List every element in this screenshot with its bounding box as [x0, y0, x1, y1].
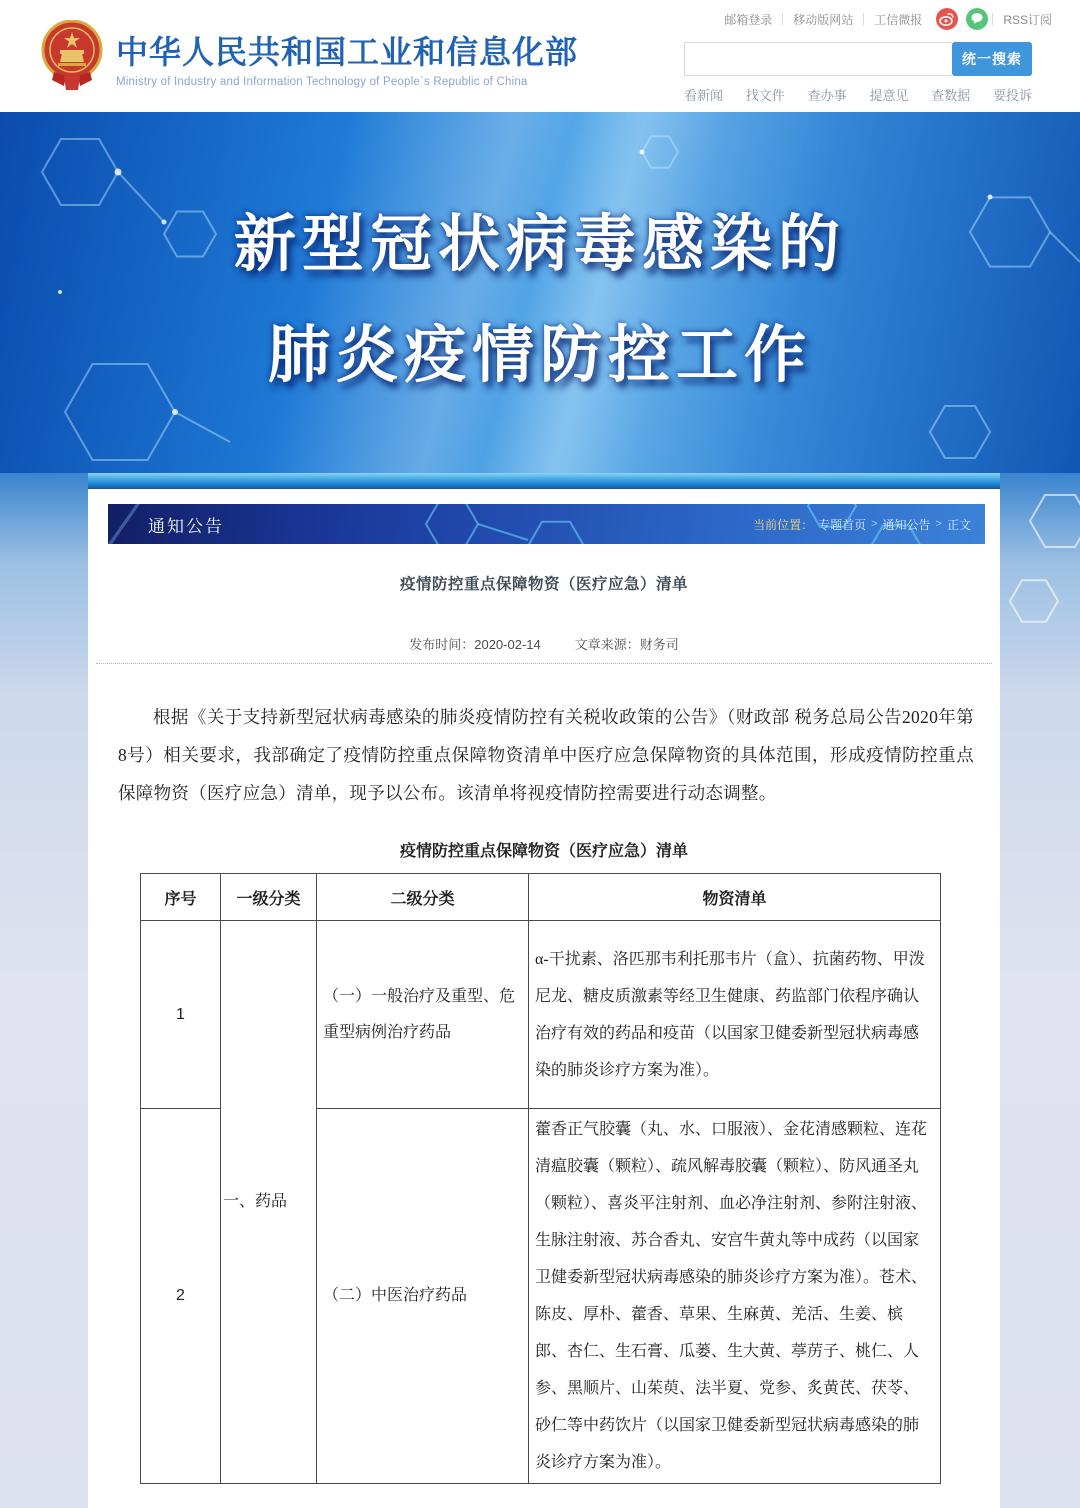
link-rss[interactable]: RSS订阅: [1003, 12, 1052, 27]
source-value: 财务司: [639, 637, 679, 652]
breadcrumb-home[interactable]: 专题首页: [818, 517, 867, 532]
hero-title-line1: 新型冠状病毒感染的: [233, 210, 846, 279]
source-label: 文章来源：: [574, 637, 640, 652]
site-subtitle: Ministry of Industry and Information Technology of People`s Republic of China: [116, 76, 528, 88]
header-no: 序号: [141, 874, 221, 921]
breadcrumb-current[interactable]: 正文: [946, 517, 971, 532]
cell-category-l1: 一、药品: [221, 921, 317, 1484]
nav-feedback[interactable]: 提意见: [869, 88, 909, 103]
site-brand: [40, 20, 578, 100]
breadcrumb: [753, 516, 985, 533]
brand-text: [116, 32, 578, 88]
article-body: 根据《关于支持新型冠状病毒感染的肺炎疫情防控有关税收政策的公告》（财政部 税务总局公告2020年第8号）相关要求，我部确定了疫情防控重点保障物资清单中医疗应急保障物资的具体范围，形成疫情防控重点保障物资（医疗应急）清单，现予以公布。该清单将视疫情防控需要进行动态调整。: [118, 707, 974, 803]
cell-no: 2: [141, 1109, 221, 1484]
cell-no: 1: [141, 921, 221, 1109]
header-category-l2: 二级分类: [317, 874, 529, 921]
article-meta: [88, 634, 1000, 653]
panel-top-strip: [88, 473, 1000, 489]
nav-data[interactable]: 查数据: [931, 88, 971, 103]
breadcrumb-label: 当前位置：: [753, 517, 814, 532]
nav-documents[interactable]: 找文件: [745, 88, 785, 103]
nav-services[interactable]: 查办事: [807, 88, 847, 103]
search-input[interactable]: [684, 42, 952, 76]
cell-category-l2: （一）一般治疗及重型、危重型病例治疗药品: [317, 921, 529, 1109]
national-emblem-logo: [40, 20, 104, 100]
cell-category-l2: （二）中医治疗药品: [317, 1109, 529, 1484]
hero-title-line2: 肺炎疫情防控工作: [267, 321, 812, 390]
cell-items: α-干扰素、洛匹那韦利托那韦片（盒）、抗菌药物、甲泼尼龙、糖皮质激素等经卫生健康、药监部门依程序确认治疗有效的药品和疫苗（以国家卫健委新型冠状病毒感染的肺炎诊疗方案为准）。: [529, 921, 941, 1109]
publish-date: 2020-02-14: [474, 637, 541, 652]
wechat-icon[interactable]: [966, 8, 988, 30]
header-category-l1: 一级分类: [221, 874, 317, 921]
nav-news[interactable]: 看新闻: [684, 88, 724, 103]
breadcrumb-separator: >: [871, 518, 878, 530]
publish-date-label: 发布时间：: [409, 637, 475, 652]
molecule-decoration: [0, 112, 1080, 473]
table-caption: 疫情防控重点保障物资（医疗应急）清单: [399, 843, 688, 860]
header-right: [662, 8, 1062, 104]
link-mobile-site[interactable]: 移动版网站: [793, 12, 854, 27]
hero-banner: [0, 112, 1080, 473]
breadcrumb-separator: >: [935, 518, 942, 530]
supplies-table: [140, 873, 941, 1484]
divider-dotted: [96, 663, 992, 664]
link-mail-login[interactable]: 邮箱登录: [724, 12, 773, 27]
article-title: 疫情防控重点保障物资（医疗应急）清单: [399, 576, 688, 593]
search-bar: [684, 42, 1032, 76]
search-button[interactable]: 统一搜索: [952, 42, 1032, 76]
header-nav: [684, 85, 1032, 104]
site-title: 中华人民共和国工业和信息化部: [116, 34, 579, 70]
weibo-icon[interactable]: [936, 8, 958, 30]
content-panel: [88, 473, 1000, 1508]
header-items: 物资清单: [529, 874, 941, 921]
cell-items: 藿香正气胶囊（丸、水、口服液）、金花清感颗粒、连花清瘟胶囊（颗粒）、疏风解毒胶囊（颗粒）、防风通圣丸（颗粒）、喜炎平注射剂、血必净注射剂、参附注射液、生脉注射液、苏合香丸、安宫牛黄丸等中成药（以国家卫健委新型冠状病毒感染的肺炎诊疗方案为准）。苍术、陈皮、厚朴、藿香、草果、生麻黄、羌活、生姜、槟郎、杏仁、生石膏、瓜蒌、生大黄、葶苈子、桃仁、人参、黑顺片、山茱萸、法半夏、党参、炙黄芪、茯苓、砂仁等中药饮片（以国家卫健委新型冠状病毒感染的肺炎诊疗方案为准）。: [529, 1109, 941, 1484]
nav-complaint[interactable]: 要投诉: [992, 88, 1032, 103]
utility-links: [662, 8, 1062, 30]
notice-bar: [108, 504, 985, 544]
hexagon-decoration: [990, 481, 1080, 681]
breadcrumb-notices[interactable]: 通知公告: [882, 517, 931, 532]
table-header-row: [141, 874, 941, 921]
link-miit-weibo[interactable]: 工信微报: [874, 12, 923, 27]
table-row: [141, 921, 941, 1109]
notice-bar-title: 通知公告: [148, 516, 224, 536]
site-header: [0, 0, 1080, 112]
